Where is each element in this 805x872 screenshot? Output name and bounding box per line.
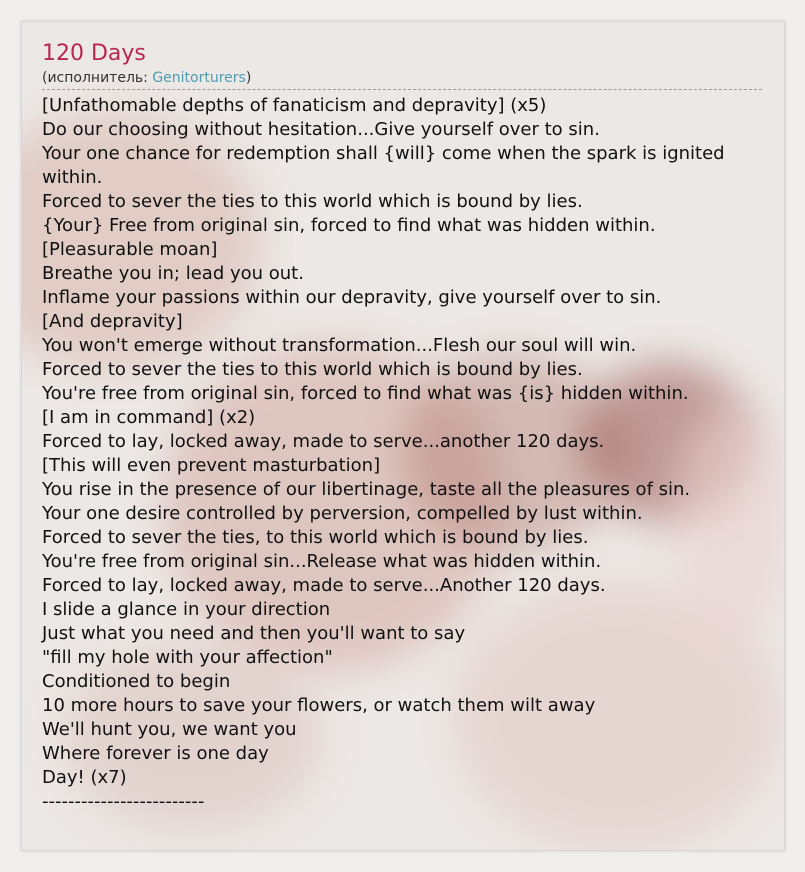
lyric-line: [I am in command] (x2) — [42, 407, 256, 428]
lyric-line: Your one chance for redemption shall {will} come when the spark is ignited within. — [42, 143, 725, 188]
lyric-line: Forced to lay, locked away, made to serve...another 120 days. — [42, 431, 605, 452]
title-divider — [42, 89, 762, 90]
lyric-line: [Pleasurable moan] — [42, 239, 218, 260]
lyrics-text — [42, 94, 784, 814]
lyric-line: [And depravity] — [42, 311, 183, 332]
lyric-line: Where forever is one day — [42, 743, 269, 764]
lyric-line: [This will even prevent masturbation] — [42, 455, 381, 476]
lyric-line: {Your} Free from original sin, forced to find what was hidden within. — [42, 215, 656, 236]
lyric-line: We'll hunt you, we want you — [42, 719, 297, 740]
performer-suffix: ) — [245, 70, 252, 86]
song-title: 120 Days — [42, 41, 146, 66]
performer-line — [42, 69, 784, 87]
lyric-line: ------------------------- — [42, 791, 205, 812]
lyrics-card — [21, 21, 785, 851]
lyric-line: Conditioned to begin — [42, 671, 231, 692]
lyric-line: You're free from original sin...Release what was hidden within. — [42, 551, 602, 572]
performer-prefix: (исполнитель: — [42, 70, 153, 86]
lyric-line: Forced to sever the ties to this world which is bound by lies. — [42, 191, 583, 212]
lyric-line: Breathe you in; lead you out. — [42, 263, 304, 284]
lyric-line: Forced to sever the ties, to this world which is bound by lies. — [42, 527, 589, 548]
lyric-line: Your one desire controlled by perversion, compelled by lust within. — [42, 503, 643, 524]
lyric-line: Do our choosing without hesitation...Give yourself over to sin. — [42, 119, 600, 140]
lyric-line: Forced to sever the ties to this world which is bound by lies. — [42, 359, 583, 380]
lyric-line: Just what you need and then you'll want to say — [42, 623, 466, 644]
lyric-line: Day! (x7) — [42, 767, 127, 788]
lyric-line: [Unfathomable depths of fanaticism and depravity] (x5) — [42, 95, 547, 116]
lyric-line: 10 more hours to save your flowers, or watch them wilt away — [42, 695, 596, 716]
lyric-line: Inflame your passions within our depravity, give yourself over to sin. — [42, 287, 662, 308]
lyric-line: I slide a glance in your direction — [42, 599, 331, 620]
lyric-line: "fill my hole with your affection" — [42, 647, 333, 668]
artist-link[interactable]: Genitorturers — [152, 70, 246, 86]
lyric-line: You won't emerge without transformation...Flesh our soul will win. — [42, 335, 637, 356]
song-content — [42, 40, 784, 814]
lyric-line: You rise in the presence of our libertinage, taste all the pleasures of sin. — [42, 479, 691, 500]
lyric-line: You're free from original sin, forced to find what was {is} hidden within. — [42, 383, 689, 404]
lyric-line: Forced to lay, locked away, made to serve...Another 120 days. — [42, 575, 606, 596]
